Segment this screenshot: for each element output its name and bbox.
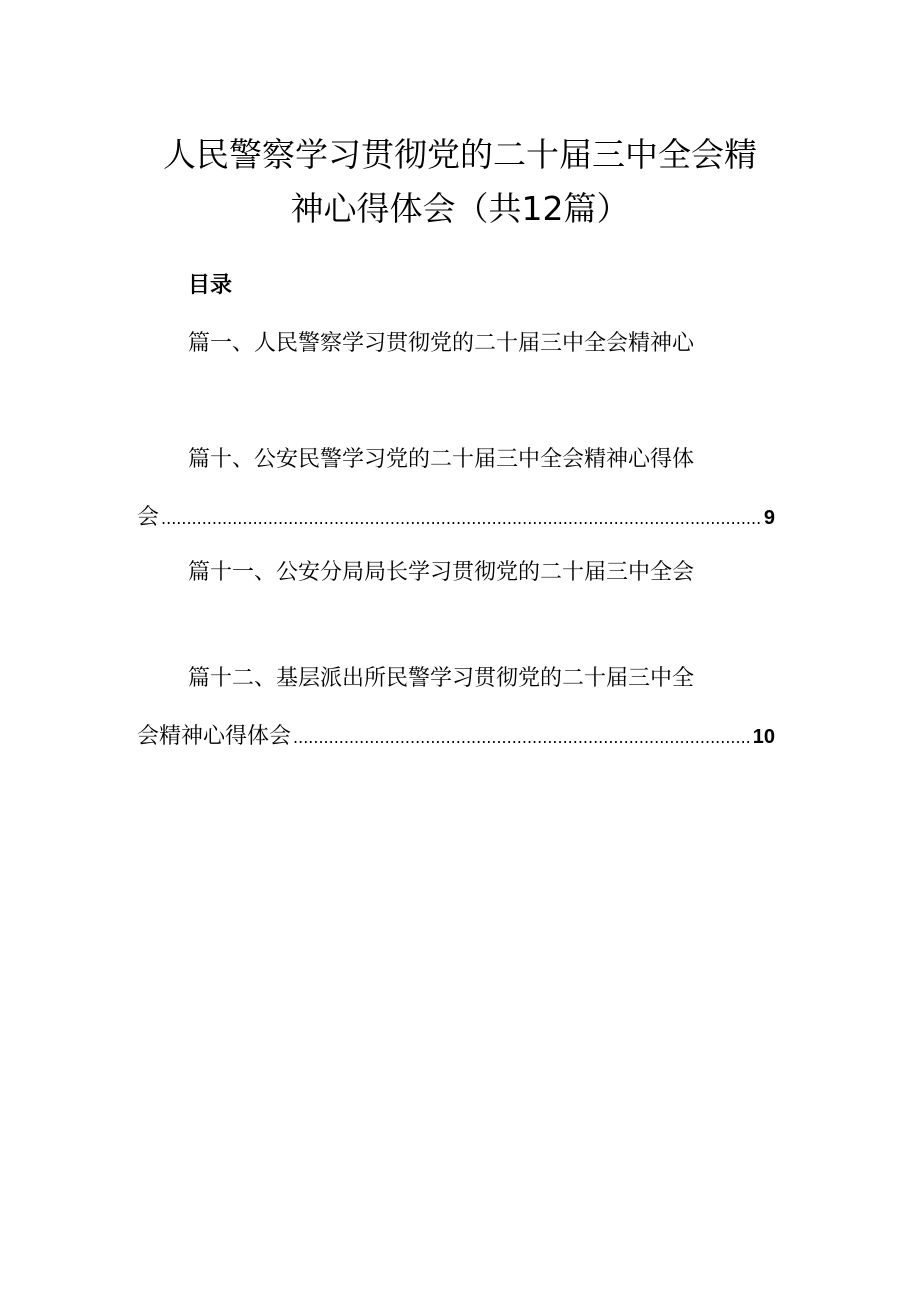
- toc-entry-4-page-number: 10: [752, 726, 775, 748]
- toc-entry-2[interactable]: [188, 444, 694, 476]
- toc-entry-1[interactable]: [188, 328, 694, 360]
- toc-entry-2-dot-leader: [161, 503, 762, 535]
- toc-entry-2-continuation[interactable]: [137, 502, 775, 535]
- toc-entry-3[interactable]: [188, 557, 694, 589]
- toc-entry-3-text: 篇十一、公安分局局长学习贯彻党的二十届三中全会: [188, 560, 695, 585]
- toc-entry-2-text-cont: 会: [137, 505, 160, 530]
- toc-entry-2-text: 篇十、公安民警学习党的二十届三中全会精神心得体: [188, 447, 695, 472]
- toc-entry-1-text: 篇一、人民警察学习贯彻党的二十届三中全会精神心: [188, 331, 695, 356]
- toc-entry-4-dot-leader: [293, 722, 751, 754]
- toc-entry-2-page-number: 9: [763, 507, 775, 529]
- toc-entry-4-text-cont: 会精神心得体会: [137, 724, 292, 749]
- toc-entry-4[interactable]: [188, 663, 694, 695]
- toc-heading: 目录: [188, 273, 233, 298]
- document-title: [0, 128, 920, 236]
- document-title-line-2: 神心得体会（共12篇）: [290, 189, 630, 228]
- toc-entry-4-text: 篇十二、基层派出所民警学习贯彻党的二十届三中全: [188, 666, 695, 691]
- document-title-line-1: 人民警察学习贯彻党的二十届三中全会精: [163, 135, 757, 174]
- toc-entry-4-continuation[interactable]: [137, 721, 775, 754]
